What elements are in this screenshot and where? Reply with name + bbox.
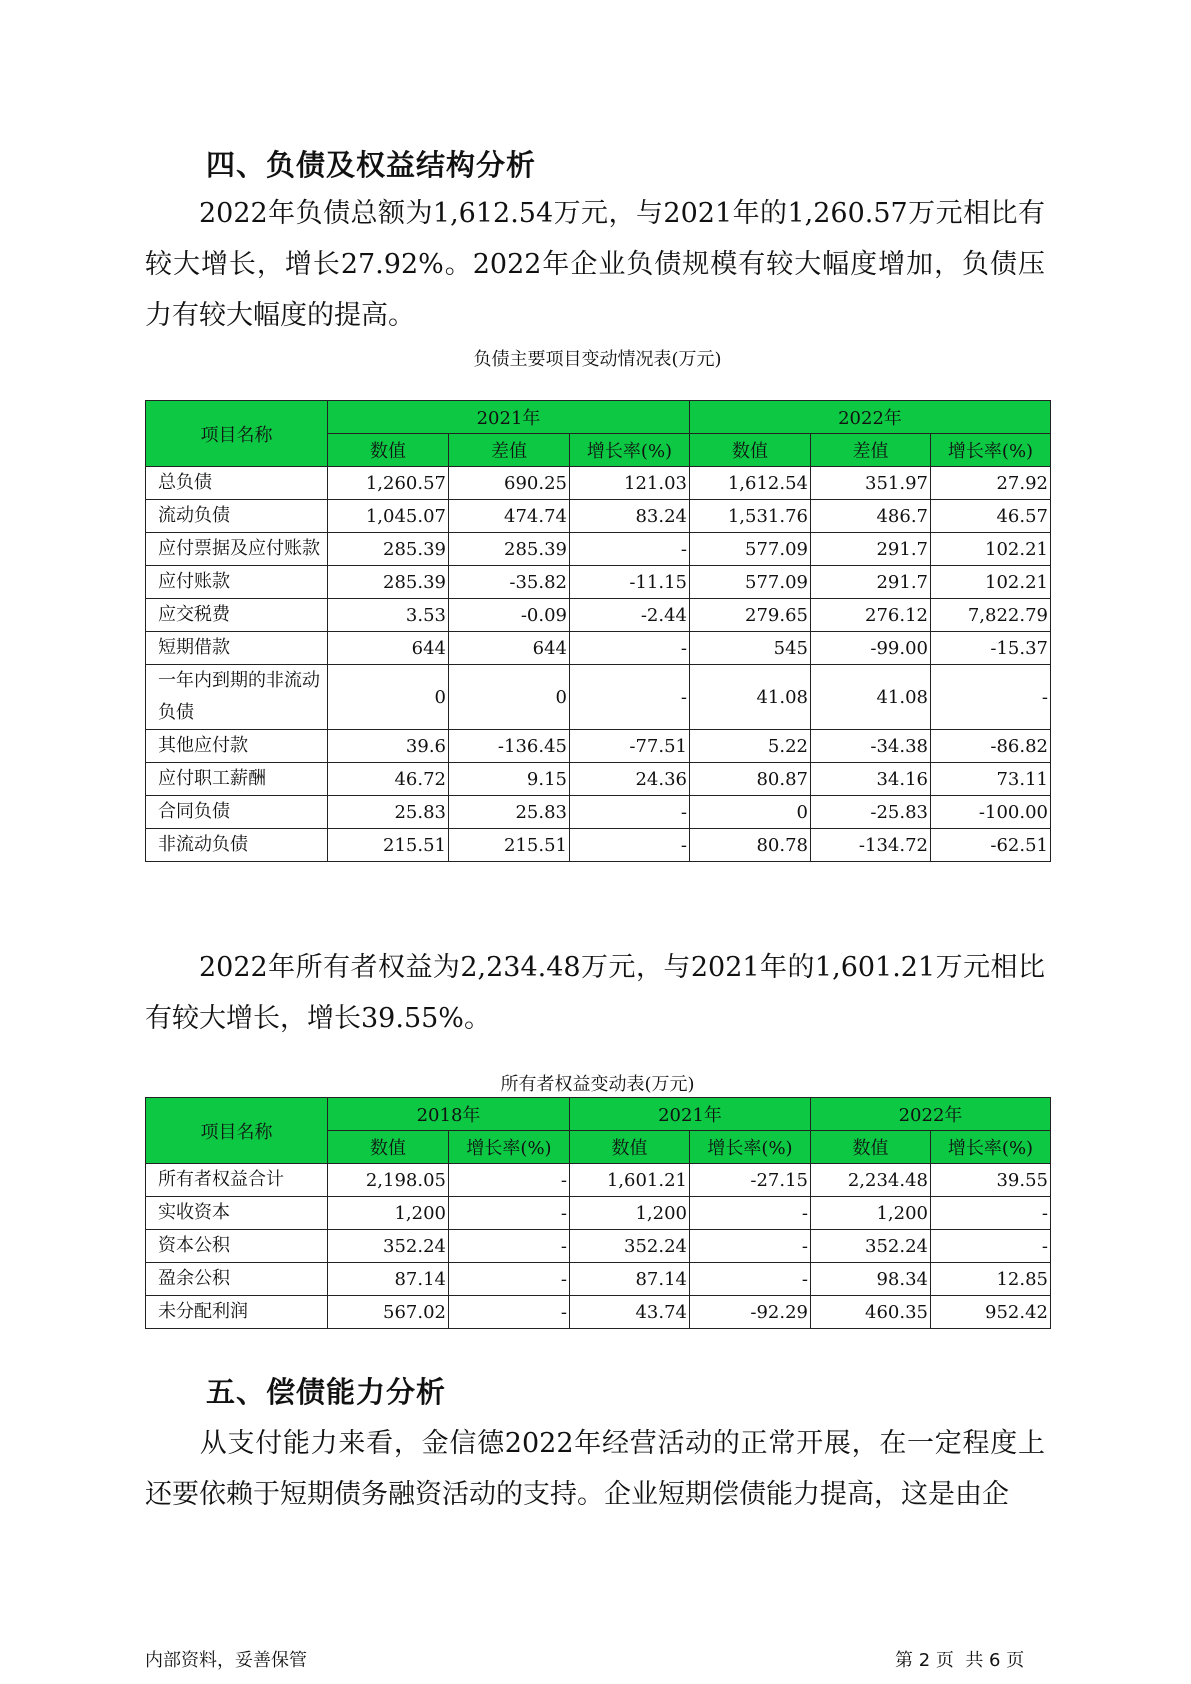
cell-v2: 87.14 (570, 1263, 690, 1296)
cell-v2: 1,200 (570, 1197, 690, 1230)
cell-r1: - (449, 1230, 570, 1263)
table-row (146, 632, 1051, 665)
row-item-name: 短期借款 (146, 632, 328, 665)
header-value: 数值 (811, 1131, 931, 1164)
cell-v1: 25.83 (328, 796, 449, 829)
cell-v2: 1,531.76 (690, 500, 811, 533)
cell-v1: 352.24 (328, 1230, 449, 1263)
header-item-name: 项目名称 (146, 401, 328, 467)
row-item-name: 盈余公积 (146, 1263, 328, 1296)
cell-v1: 1,260.57 (328, 467, 449, 500)
header-year-2022: 2022年 (690, 401, 1051, 434)
cell-v3: 460.35 (811, 1296, 931, 1329)
cell-d1: 9.15 (449, 763, 570, 796)
cell-d2: 34.16 (811, 763, 931, 796)
cell-r2: - (690, 1230, 811, 1263)
header-rate: 增长率(%) (449, 1131, 570, 1164)
row-item-name: 未分配利润 (146, 1296, 328, 1329)
cell-d2: 291.7 (811, 533, 931, 566)
cell-d1: 285.39 (449, 533, 570, 566)
cell-v1: 46.72 (328, 763, 449, 796)
table-row (146, 796, 1051, 829)
cell-v2: 41.08 (690, 665, 811, 730)
paragraph-liabilities (145, 188, 1045, 341)
header-value: 数值 (690, 434, 811, 467)
header-year-2021: 2021年 (570, 1098, 811, 1131)
cell-v3: 352.24 (811, 1230, 931, 1263)
cell-v1: 285.39 (328, 533, 449, 566)
table-row (146, 665, 1051, 730)
paragraph-liabilities-text: 2022年负债总额为1,612.54万元，与2021年的1,260.57万元相比有较大增长，增长27.92%。2022年企业负债规模有较大幅度增加，负债压力有较大幅度的提高。 (145, 198, 1045, 331)
cell-r2: -62.51 (931, 829, 1051, 862)
table-row (146, 1164, 1051, 1197)
cell-r2: 102.21 (931, 566, 1051, 599)
table-row (146, 467, 1051, 500)
cell-d1: -0.09 (449, 599, 570, 632)
cell-d1: -35.82 (449, 566, 570, 599)
cell-v3: 1,200 (811, 1197, 931, 1230)
paragraph-solvency (145, 1418, 1045, 1520)
header-item-name: 项目名称 (146, 1098, 328, 1164)
header-year-2018: 2018年 (328, 1098, 570, 1131)
cell-r2: -100.00 (931, 796, 1051, 829)
cell-v1: 285.39 (328, 566, 449, 599)
cell-v1: 567.02 (328, 1296, 449, 1329)
section-heading-liabilities: 四、负债及权益结构分析 (206, 148, 537, 182)
cell-v1: 1,200 (328, 1197, 449, 1230)
header-value: 数值 (570, 1131, 690, 1164)
row-item-name: 总负债 (146, 467, 328, 500)
cell-r2: 7,822.79 (931, 599, 1051, 632)
cell-r1: - (570, 829, 690, 862)
cell-r2: -15.37 (931, 632, 1051, 665)
cell-d1: 215.51 (449, 829, 570, 862)
table-row (146, 1296, 1051, 1329)
row-item-name: 应付职工薪酬 (146, 763, 328, 796)
cell-d2: 291.7 (811, 566, 931, 599)
cell-r1: - (449, 1296, 570, 1329)
cell-v3: 2,234.48 (811, 1164, 931, 1197)
cell-d2: -134.72 (811, 829, 931, 862)
cell-d2: -34.38 (811, 730, 931, 763)
cell-r1: - (570, 632, 690, 665)
cell-v3: 98.34 (811, 1263, 931, 1296)
cell-r3: 39.55 (931, 1164, 1051, 1197)
cell-v2: 545 (690, 632, 811, 665)
cell-v2: 577.09 (690, 566, 811, 599)
table-row (146, 1230, 1051, 1263)
cell-r2: 27.92 (931, 467, 1051, 500)
cell-r3: 12.85 (931, 1263, 1051, 1296)
section-heading-solvency: 五、偿债能力分析 (206, 1375, 447, 1409)
cell-r2: - (690, 1197, 811, 1230)
cell-v2: 0 (690, 796, 811, 829)
cell-r2: - (690, 1263, 811, 1296)
table-row (146, 829, 1051, 862)
header-rate: 增长率(%) (931, 434, 1051, 467)
cell-d1: 474.74 (449, 500, 570, 533)
cell-r1: - (449, 1263, 570, 1296)
row-item-name: 资本公积 (146, 1230, 328, 1263)
cell-d1: 690.25 (449, 467, 570, 500)
cell-r1: - (570, 665, 690, 730)
table-row (146, 500, 1051, 533)
cell-r3: - (931, 1197, 1051, 1230)
header-diff: 差值 (811, 434, 931, 467)
row-item-name: 流动负债 (146, 500, 328, 533)
cell-v1: 215.51 (328, 829, 449, 862)
cell-v1: 87.14 (328, 1263, 449, 1296)
cell-v2: 577.09 (690, 533, 811, 566)
header-year-2021: 2021年 (328, 401, 690, 434)
cell-v1: 0 (328, 665, 449, 730)
cell-d2: 276.12 (811, 599, 931, 632)
cell-r1: 121.03 (570, 467, 690, 500)
table-row (146, 533, 1051, 566)
cell-d2: 351.97 (811, 467, 931, 500)
table-row (146, 763, 1051, 796)
equity-table (145, 1097, 1051, 1329)
cell-d2: -99.00 (811, 632, 931, 665)
header-value: 数值 (328, 434, 449, 467)
paragraph-solvency-text: 从支付能力来看，金信德2022年经营活动的正常开展，在一定程度上还要依赖于短期债务融资活动的支持。企业短期偿债能力提高，这是由企 (145, 1428, 1045, 1510)
table-row (146, 1197, 1051, 1230)
row-item-name: 应付票据及应付账款 (146, 533, 328, 566)
cell-r1: -2.44 (570, 599, 690, 632)
cell-r2: - (931, 665, 1051, 730)
row-item-name: 其他应付款 (146, 730, 328, 763)
row-item-name: 所有者权益合计 (146, 1164, 328, 1197)
cell-d1: -136.45 (449, 730, 570, 763)
cell-v1: 1,045.07 (328, 500, 449, 533)
cell-r2: 46.57 (931, 500, 1051, 533)
table-row (146, 730, 1051, 763)
cell-r2: 73.11 (931, 763, 1051, 796)
header-value: 数值 (328, 1131, 449, 1164)
row-item-name: 应付账款 (146, 566, 328, 599)
cell-r3: - (931, 1230, 1051, 1263)
cell-v2: 5.22 (690, 730, 811, 763)
cell-d2: 41.08 (811, 665, 931, 730)
table-row (146, 1263, 1051, 1296)
table-row (146, 599, 1051, 632)
header-year-2022: 2022年 (811, 1098, 1051, 1131)
cell-r1: - (449, 1197, 570, 1230)
cell-v2: 80.87 (690, 763, 811, 796)
cell-r1: - (570, 796, 690, 829)
cell-r1: -77.51 (570, 730, 690, 763)
cell-v2: 1,612.54 (690, 467, 811, 500)
row-item-name: 实收资本 (146, 1197, 328, 1230)
cell-r1: 24.36 (570, 763, 690, 796)
cell-v2: 43.74 (570, 1296, 690, 1329)
footer-confidential-note: 内部资料，妥善保管 (145, 1650, 307, 1671)
header-rate: 增长率(%) (931, 1131, 1051, 1164)
table-caption-equity: 所有者权益变动表(万元) (500, 1074, 695, 1095)
cell-r2: -86.82 (931, 730, 1051, 763)
row-item-name: 合同负债 (146, 796, 328, 829)
cell-v2: 279.65 (690, 599, 811, 632)
cell-d2: 486.7 (811, 500, 931, 533)
table-caption-liabilities: 负债主要项目变动情况表(万元) (473, 349, 722, 370)
cell-r1: -11.15 (570, 566, 690, 599)
cell-d1: 0 (449, 665, 570, 730)
paragraph-equity (145, 942, 1045, 1044)
cell-v1: 3.53 (328, 599, 449, 632)
cell-r1: 83.24 (570, 500, 690, 533)
cell-r3: 952.42 (931, 1296, 1051, 1329)
cell-d1: 25.83 (449, 796, 570, 829)
liabilities-table (145, 400, 1051, 862)
cell-d1: 644 (449, 632, 570, 665)
cell-v2: 1,601.21 (570, 1164, 690, 1197)
footer-page-number: 第 2 页 共 6 页 (895, 1650, 1025, 1671)
row-item-name: 非流动负债 (146, 829, 328, 862)
cell-v2: 80.78 (690, 829, 811, 862)
cell-r1: - (449, 1164, 570, 1197)
cell-r2: 102.21 (931, 533, 1051, 566)
cell-v1: 39.6 (328, 730, 449, 763)
table-row (146, 566, 1051, 599)
cell-v2: 352.24 (570, 1230, 690, 1263)
cell-v1: 644 (328, 632, 449, 665)
cell-r2: -27.15 (690, 1164, 811, 1197)
paragraph-equity-text: 2022年所有者权益为2,234.48万元，与2021年的1,601.21万元相比有较大增长，增长39.55%。 (145, 952, 1045, 1034)
cell-d2: -25.83 (811, 796, 931, 829)
header-rate: 增长率(%) (570, 434, 690, 467)
cell-r1: - (570, 533, 690, 566)
header-diff: 差值 (449, 434, 570, 467)
header-rate: 增长率(%) (690, 1131, 811, 1164)
row-item-name: 应交税费 (146, 599, 328, 632)
cell-r2: -92.29 (690, 1296, 811, 1329)
cell-v1: 2,198.05 (328, 1164, 449, 1197)
row-item-name: 一年内到期的非流动负债 (146, 665, 328, 730)
